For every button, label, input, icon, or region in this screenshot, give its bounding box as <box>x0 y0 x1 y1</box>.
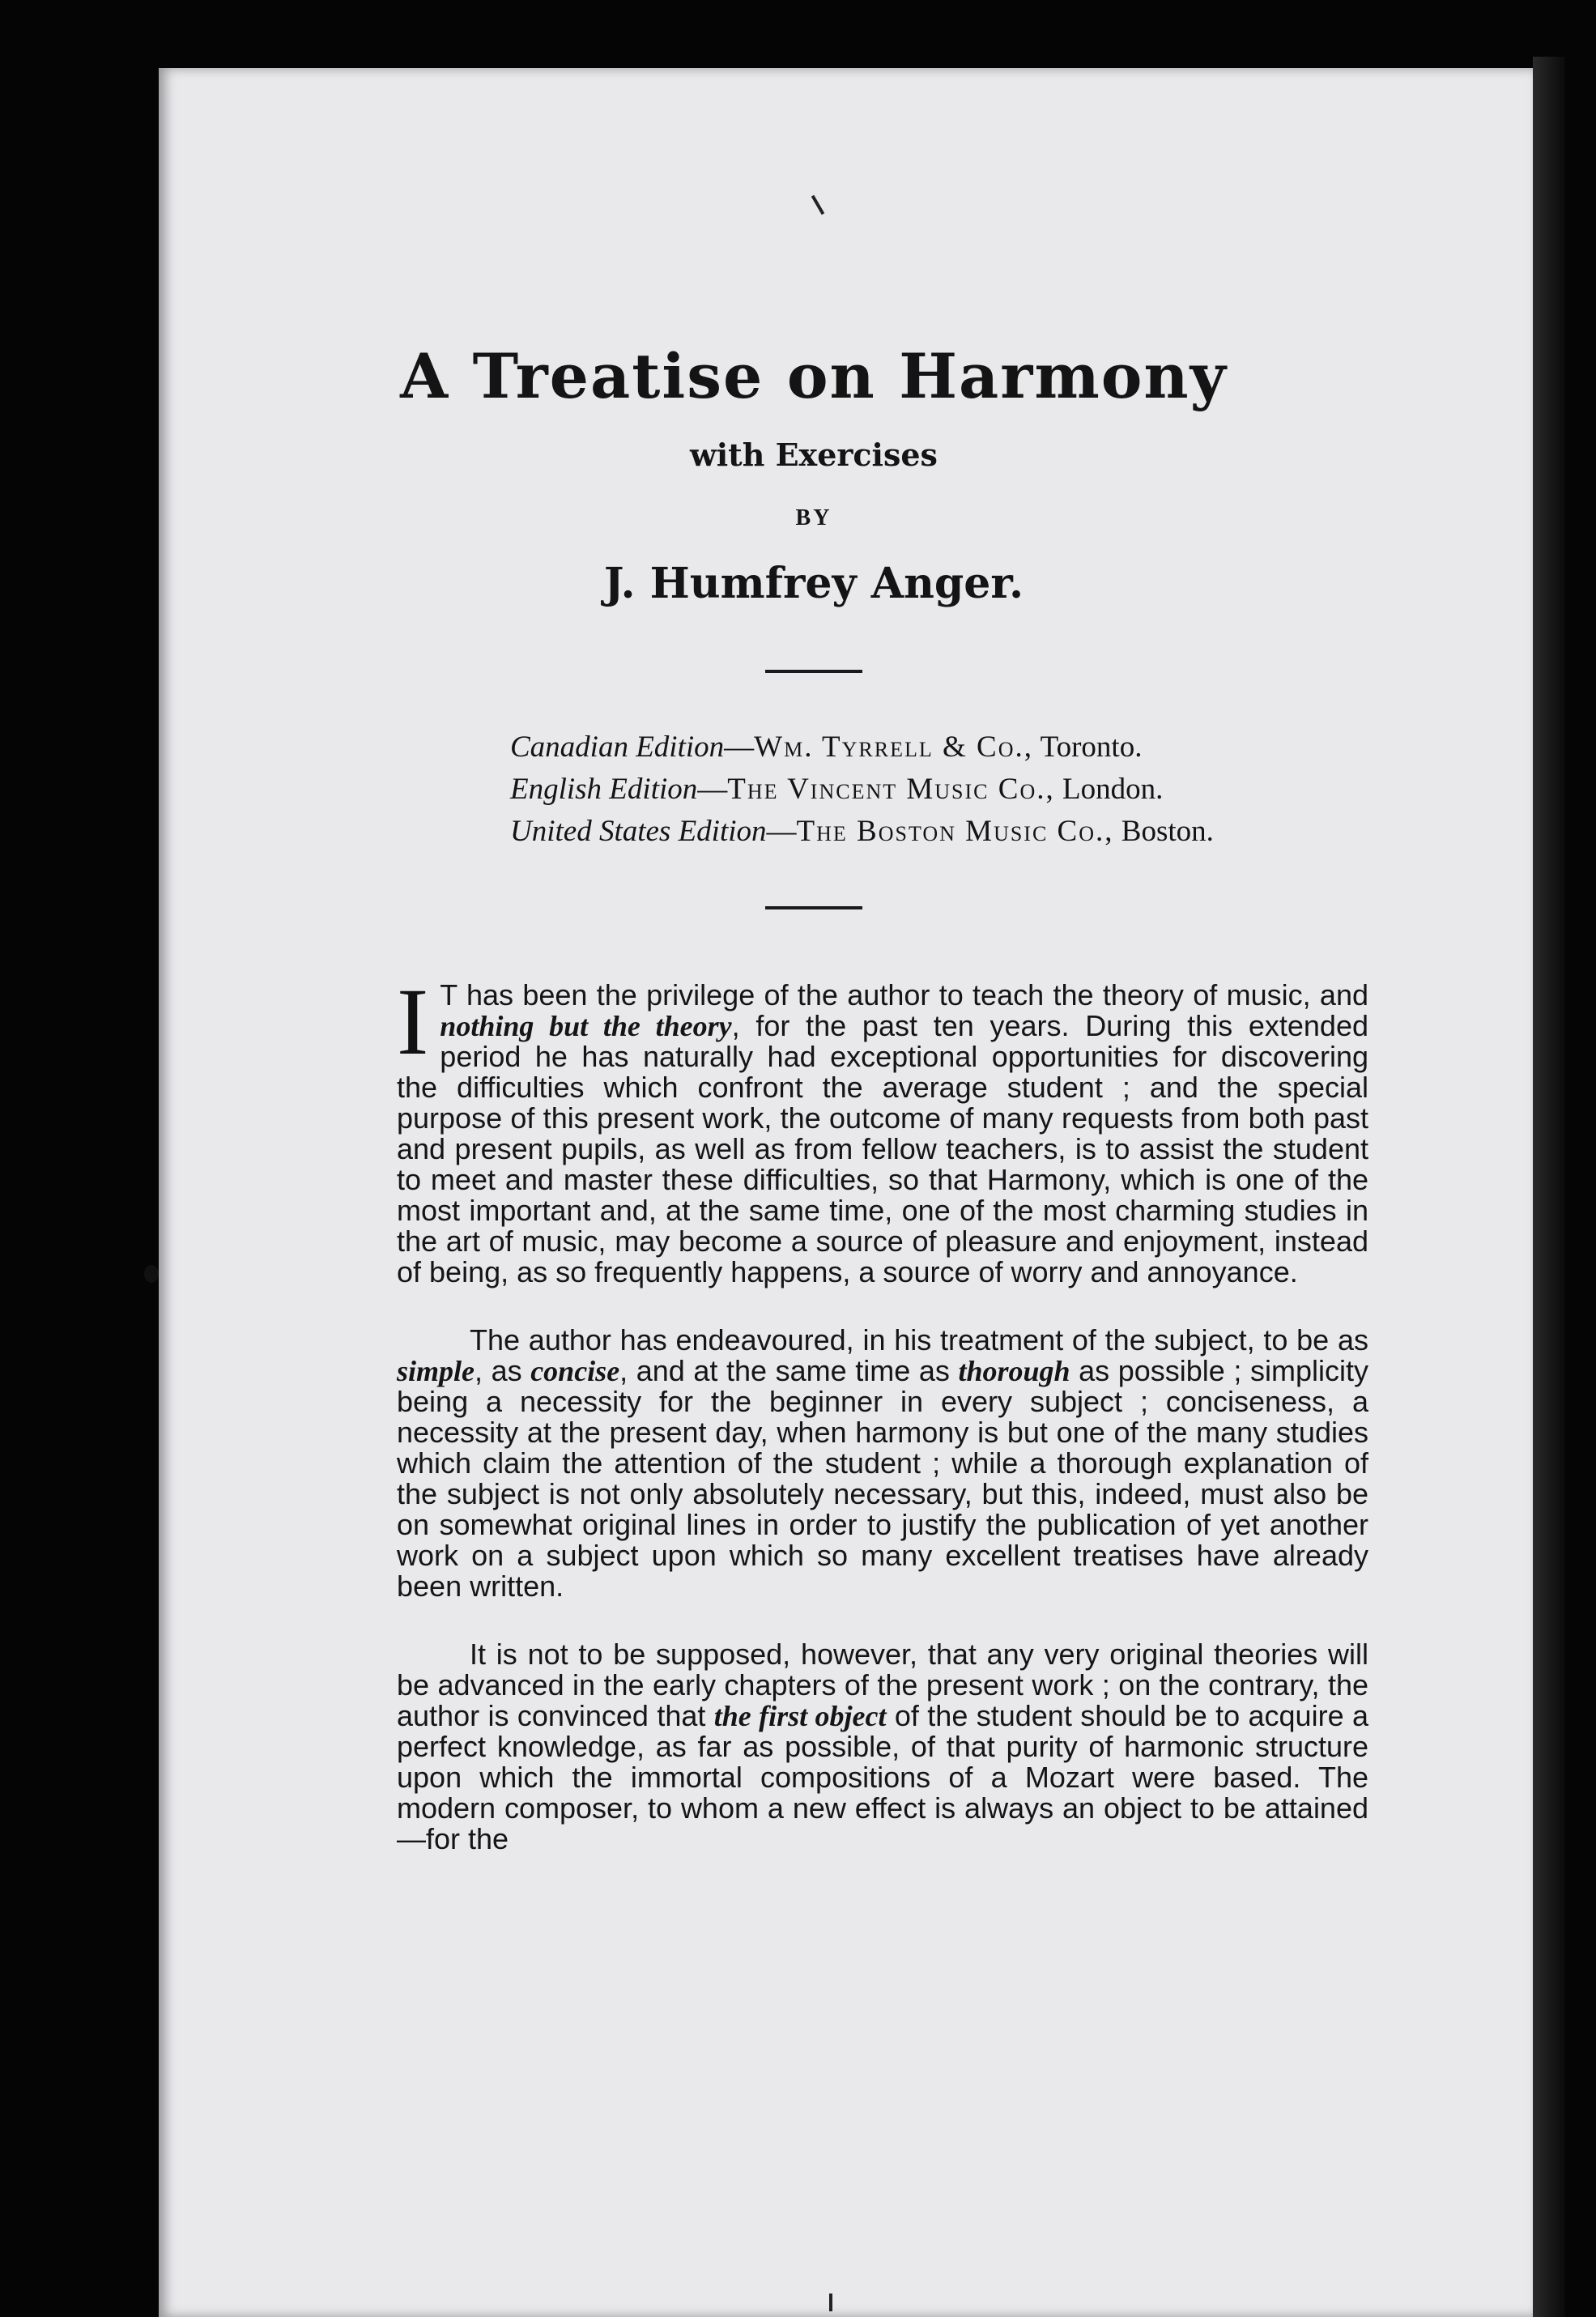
edition-name: Canadian Edition <box>510 730 725 764</box>
edition-publisher: The Boston Music Co., <box>796 815 1114 848</box>
book-subtitle: with Exercises <box>690 437 938 473</box>
text-run: as possible ; simplicity being a necessity for the beginner in every subject ; conciseness, a necessity at the present day, when harmony is but one of the many studies which claim the attention of the student ; while a thorough explanation of the subject is not only absolutely necessary, but this, indeed, must also be on somewhat original lines in order to justify the publication of yet another work on a subject upon which so many excellent treatises have already been written. <box>397 1354 1368 1603</box>
text-run: of the student should be to acquire a perfect knowledge, as far as possible, of that purity of harmonic structure upon which the immortal compositions of a Mozart were based. The modern composer, to whom a new effect is always an object to be attained—for the <box>397 1699 1368 1855</box>
edition-publisher: Wm. Tyrrell & Co., <box>754 730 1033 764</box>
author-name: J. Humfrey Anger. <box>603 559 1024 608</box>
ink-speck <box>829 2294 832 2311</box>
drop-cap: I <box>397 969 429 1075</box>
edition-line <box>510 726 1393 769</box>
text-run: , for the past ten years. During this extended period he has naturally had exceptional opportunities for discovering the difficulties which confront the average student ; and the special purpose of this present work, the outcome of many requests from both past and present pupils, as well as from fellow teachers, is to assist the student to meet and master these difficulties, so that Harmony, which is one of the most important and, at the same time, one of the most charming studies in the art of music, may become a source of pleasure and enjoyment, instead of being, as so frequently happens, a source of worry and annoyance. <box>397 1009 1368 1288</box>
edition-sep: — <box>724 730 755 764</box>
emphasis: the first object <box>713 1700 887 1732</box>
edition-publisher: The Vincent Music Co., <box>727 773 1055 806</box>
edition-place: London. <box>1062 773 1164 806</box>
emphasis: concise <box>530 1355 620 1387</box>
text-run: The author has endeavoured, in his treatment of the subject, to be as <box>470 1323 1368 1357</box>
edition-sep: — <box>766 815 797 848</box>
text-run: , and at the same time as <box>619 1354 959 1387</box>
text-run: It is not to be supposed, however, that any very original theories will be advanced in the early chapters of the present work ; on the contrary, the author is convinced that <box>397 1638 1368 1732</box>
preface-paragraph <box>397 1639 1368 1855</box>
page-content <box>235 340 1393 979</box>
preface-text <box>397 969 1368 1892</box>
margin-ink-dot <box>144 1265 159 1283</box>
emphasis: simple <box>397 1355 475 1387</box>
editions-list <box>510 726 1393 853</box>
emphasis: thorough <box>958 1355 1070 1387</box>
page-edge <box>1533 57 1565 2317</box>
divider-rule <box>765 670 862 673</box>
edition-name: United States Edition <box>510 815 767 848</box>
emphasis: nothing but the theory <box>440 1010 732 1042</box>
by-line: BY <box>795 505 832 530</box>
preface-paragraph <box>397 1325 1368 1602</box>
preface-paragraph <box>397 969 1368 1288</box>
text-run: T has been the privilege of the author to teach the theory of music, and <box>440 978 1368 1012</box>
edition-sep: — <box>697 773 728 806</box>
edition-place: Toronto. <box>1040 730 1143 764</box>
edition-line <box>510 811 1393 853</box>
edition-place: Boston. <box>1121 815 1214 848</box>
book-title: A Treatise on Harmony <box>400 340 1228 412</box>
edition-name: English Edition <box>510 773 698 806</box>
divider-rule <box>765 906 862 909</box>
text-run: , as <box>475 1354 531 1387</box>
edition-line <box>510 769 1393 811</box>
